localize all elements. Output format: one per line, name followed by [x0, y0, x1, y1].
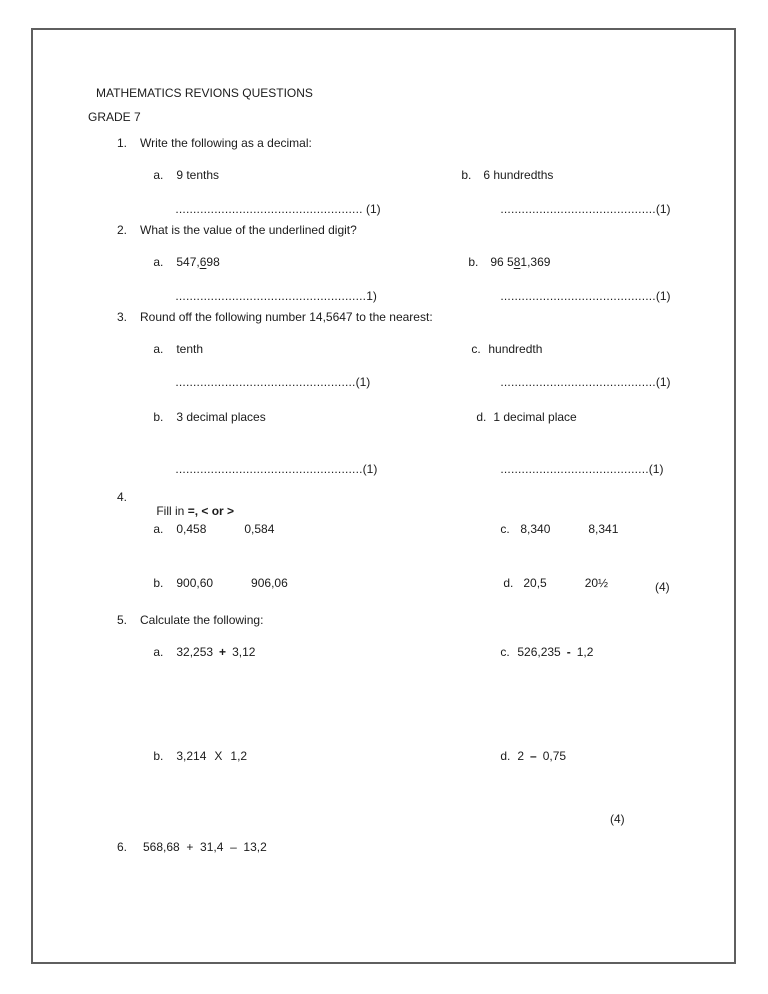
q3-prompt: Round off the following number 14,5647 to the nearest: — [140, 310, 433, 324]
q6-number: 6. — [117, 840, 128, 854]
q1-number: 1. — [117, 136, 128, 150]
q3-item-c-text: hundredth — [488, 342, 543, 356]
q5-item-a-label: a. — [153, 645, 164, 659]
q3-item-c-label: c. — [471, 342, 481, 356]
q3-item-b — [140, 396, 266, 438]
q5-prompt: Calculate the following: — [140, 613, 264, 627]
q5-item-b — [140, 735, 247, 777]
q3-answer-line-b — [162, 448, 377, 490]
q1-item-b-label: b. — [461, 168, 472, 182]
q3-number: 3. — [117, 310, 128, 324]
q5-item-c — [487, 631, 593, 673]
q5-item-d-lhs: 2 — [517, 749, 525, 763]
q3-item-d — [463, 396, 577, 438]
q3-item-a-label: a. — [153, 342, 164, 356]
q5-item-d-operator: – — [530, 749, 537, 763]
q5-item-d-rhs: 0,75 — [542, 749, 567, 763]
q4-item-d — [490, 562, 608, 604]
q4-item-b-value2: 906,06 — [251, 576, 288, 590]
q4-item-b — [140, 562, 288, 604]
q4-item-d-value1: 20,5 — [523, 576, 547, 590]
q3-mark-a: (1) — [355, 375, 371, 389]
q1-mark-b: (1) — [655, 202, 671, 216]
q2-item-a-label: a. — [153, 255, 164, 269]
doc-title: MATHEMATICS REVIONS QUESTIONS — [96, 86, 313, 100]
q4-item-c-value2: 8,341 — [588, 522, 619, 536]
q1-prompt: Write the following as a decimal: — [140, 136, 312, 150]
q5-item-c-operator: - — [566, 645, 571, 659]
q2-mark-b: (1) — [655, 289, 671, 303]
q5-item-a-lhs: 32,253 — [176, 645, 214, 659]
q2-item-b-value: 96 581,369 — [490, 255, 551, 269]
q5-item-b-label: b. — [153, 749, 164, 763]
q2-number: 2. — [117, 223, 128, 237]
q1-item-b-text: 6 hundredths — [483, 168, 554, 182]
q1-mark-a: (1) — [362, 202, 381, 216]
q2-answer-dots-a: ...................................................... — [175, 289, 367, 303]
q5-item-c-rhs: 1,2 — [576, 645, 594, 659]
q4-total-mark: (4) — [655, 580, 670, 594]
q4-item-a — [140, 508, 274, 550]
q2-prompt: What is the value of the underlined digit? — [140, 223, 357, 237]
q3-answer-dots-c: ............................................ — [500, 375, 656, 389]
q3-mark-c: (1) — [655, 375, 671, 389]
q1-answer-dots-a: ..................................................... — [175, 202, 363, 216]
q5-item-d — [487, 735, 566, 777]
q5-item-d-label: d. — [500, 749, 511, 763]
q1-item-a-text: 9 tenths — [176, 168, 220, 182]
q4-item-a-value2: 0,584 — [244, 522, 275, 536]
q5-item-a — [140, 631, 255, 673]
q4-item-c — [487, 508, 618, 550]
q3-item-b-label: b. — [153, 410, 164, 424]
q1-answer-dots-b: ............................................ — [500, 202, 656, 216]
q2-item-a-value: 547,698 — [176, 255, 220, 269]
q3-answer-dots-b: ..................................................... — [175, 462, 363, 476]
q4-number: 4. — [117, 490, 128, 504]
q5-item-c-lhs: 526,235 — [517, 645, 561, 659]
q4-item-c-label: c. — [500, 522, 510, 536]
q3-item-d-text: 1 decimal place — [493, 410, 577, 424]
q2-mark-a: 1) — [366, 289, 377, 303]
q2-item-b-underlined-digit: 8 — [513, 255, 521, 269]
q4-item-b-label: b. — [153, 576, 164, 590]
q3-answer-line-d — [487, 448, 663, 490]
q3-item-b-text: 3 decimal places — [176, 410, 266, 424]
q3-answer-dots-d: .......................................... — [500, 462, 649, 476]
q4-prompt-symbols: =, < or > — [187, 504, 235, 518]
q3-mark-d: (1) — [648, 462, 664, 476]
q5-item-b-operator: X — [214, 749, 223, 763]
q4-item-d-value2: 20½ — [584, 576, 609, 590]
q4-item-a-value1: 0,458 — [176, 522, 207, 536]
q3-mark-b: (1) — [362, 462, 378, 476]
q2-item-b-label: b. — [468, 255, 479, 269]
q1-answer-line-b — [487, 188, 671, 230]
q1-item-a-label: a. — [153, 168, 164, 182]
q5-item-b-rhs: 1,2 — [230, 749, 248, 763]
q5-item-a-operator: + — [219, 645, 227, 659]
q4-item-a-label: a. — [153, 522, 164, 536]
q4-item-b-value1: 900,60 — [176, 576, 214, 590]
q2-item-a-underlined-digit: 6 — [199, 255, 207, 269]
grade-label: GRADE 7 — [88, 110, 141, 124]
q5-total-mark: (4) — [610, 812, 625, 826]
q5-item-b-lhs: 3,214 — [176, 749, 207, 763]
q5-number: 5. — [117, 613, 128, 627]
q5-item-a-rhs: 3,12 — [232, 645, 256, 659]
q6-expression: 568,68 + 31,4 – 13,2 — [143, 840, 267, 854]
q3-item-a-text: tenth — [176, 342, 204, 356]
page-border — [31, 28, 736, 964]
q3-answer-dots-a: ................................................... — [175, 375, 356, 389]
q5-item-c-label: c. — [500, 645, 510, 659]
q3-item-d-label: d. — [476, 410, 487, 424]
q4-item-c-value1: 8,340 — [520, 522, 551, 536]
q4-prompt-plain: Fill in — [156, 504, 188, 518]
q2-answer-dots-b: ............................................ — [500, 289, 656, 303]
q4-item-d-label: d. — [503, 576, 514, 590]
q2-answer-line-b — [487, 275, 671, 317]
